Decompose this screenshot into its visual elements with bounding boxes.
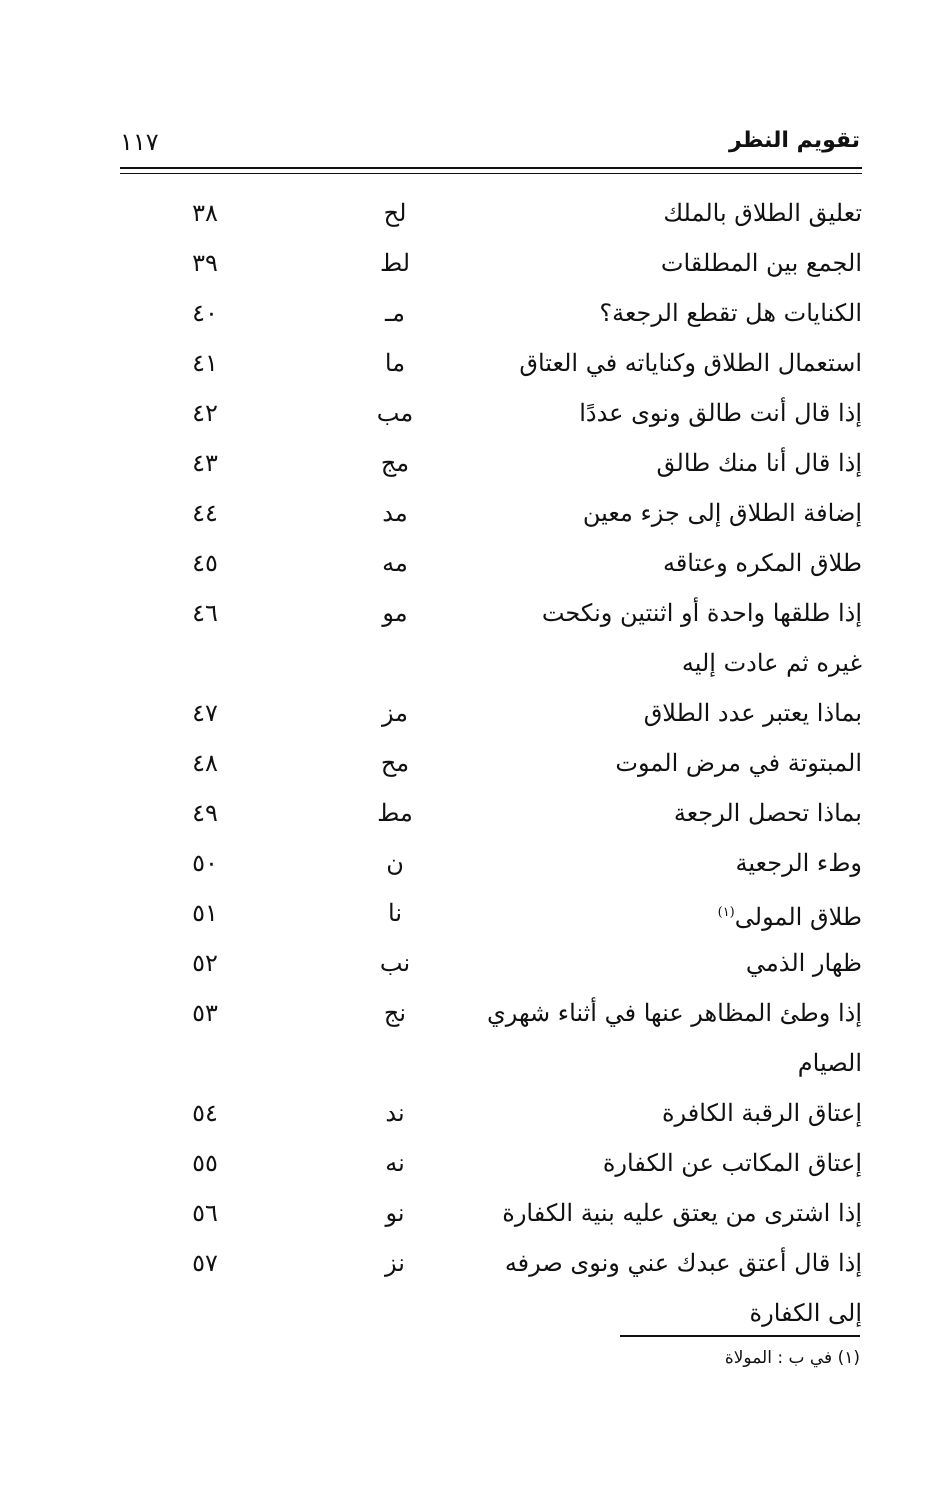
entry-number: ٣٨ bbox=[192, 199, 218, 227]
footnote-rule bbox=[620, 1335, 860, 1337]
index-row bbox=[120, 1038, 862, 1088]
entry-code: نا bbox=[388, 899, 402, 927]
index-row bbox=[120, 988, 862, 1038]
entry-number: ٤١ bbox=[192, 349, 218, 377]
entry-code: مو bbox=[382, 599, 408, 627]
entry-number: ٥٦ bbox=[192, 1199, 218, 1227]
entry-code: ما bbox=[384, 349, 406, 377]
index-row bbox=[120, 588, 862, 638]
index-row bbox=[120, 188, 862, 238]
entry-code: نز bbox=[385, 1249, 405, 1277]
entry-code: نو bbox=[385, 1199, 405, 1227]
entry-title: إلى الكفارة bbox=[749, 1299, 862, 1327]
index-row bbox=[120, 1238, 862, 1288]
entry-number: ٥١ bbox=[192, 899, 218, 927]
entry-title: بماذا تحصل الرجعة bbox=[673, 799, 862, 827]
entry-title: الكنايات هل تقطع الرجعة؟ bbox=[599, 299, 862, 327]
index-row bbox=[120, 938, 862, 988]
entry-title: إذا قال أعتق عبدك عني ونوى صرفه bbox=[504, 1249, 862, 1277]
entry-code: مد bbox=[382, 499, 408, 527]
index-row bbox=[120, 438, 862, 488]
index-row bbox=[120, 288, 862, 338]
index-row bbox=[120, 338, 862, 388]
index-row bbox=[120, 1188, 862, 1238]
entry-title: إذا وطئ المظاهر عنها في أثناء شهري bbox=[486, 999, 862, 1027]
entry-code: ن bbox=[386, 849, 404, 877]
entry-number: ٥٣ bbox=[192, 999, 218, 1027]
index-row bbox=[120, 688, 862, 738]
entry-number: ٥٥ bbox=[192, 1149, 218, 1177]
entry-title: إعتاق الرقبة الكافرة bbox=[661, 1099, 862, 1127]
entry-code: مه bbox=[382, 549, 408, 577]
entry-title: غيره ثم عادت إليه bbox=[681, 649, 862, 677]
page-header bbox=[120, 128, 860, 164]
index-row bbox=[120, 838, 862, 888]
entry-number: ٤٥ bbox=[192, 549, 218, 577]
entry-title: طلاق المكره وعتاقه bbox=[662, 549, 862, 577]
entry-number: ٤٨ bbox=[192, 749, 218, 777]
entry-number: ٤٩ bbox=[192, 799, 218, 827]
index-row bbox=[120, 238, 862, 288]
entry-number: ٤٤ bbox=[192, 499, 218, 527]
entry-code: لط bbox=[379, 249, 411, 277]
page-number: ١١٧ bbox=[120, 128, 159, 156]
entry-number: ٥٠ bbox=[192, 849, 218, 877]
entry-code: نب bbox=[379, 949, 411, 977]
index-row bbox=[120, 388, 862, 438]
entry-title: إضافة الطلاق إلى جزء معين bbox=[582, 499, 862, 527]
entry-title: إذا قال أنا منك طالق bbox=[656, 449, 862, 477]
index-row bbox=[120, 788, 862, 838]
index-row bbox=[120, 1088, 862, 1138]
header-rule-thin bbox=[120, 173, 862, 174]
entry-title: المبتوتة في مرض الموت bbox=[615, 749, 862, 777]
entry-code: نه bbox=[385, 1149, 405, 1177]
entry-number: ٤٧ bbox=[192, 699, 218, 727]
entry-code: لح bbox=[383, 199, 407, 227]
entry-title: إذا اشترى من يعتق عليه بنية الكفارة bbox=[502, 1199, 862, 1227]
entry-title: طلاق المولى$^{(١)}$ bbox=[717, 903, 862, 931]
entry-code: نج bbox=[383, 999, 407, 1027]
entry-number: ٤٠ bbox=[192, 299, 218, 327]
header-rule bbox=[120, 167, 862, 169]
entry-code: مط bbox=[377, 799, 413, 827]
entry-number: ٥٢ bbox=[192, 949, 218, 977]
entry-title: الصيام bbox=[797, 1049, 862, 1077]
entry-number: ٥٤ bbox=[192, 1099, 218, 1127]
running-title: تقويم النظر bbox=[729, 128, 860, 153]
entry-number: ٤٣ bbox=[192, 449, 218, 477]
footnote: (١) في ب : المولاة bbox=[724, 1348, 860, 1368]
entry-number: ٣٩ bbox=[192, 249, 218, 277]
entry-title: ظهار الذمي bbox=[745, 949, 862, 977]
index-row bbox=[120, 738, 862, 788]
entry-number: ٥٧ bbox=[192, 1249, 218, 1277]
entry-code: مح bbox=[380, 749, 410, 777]
index-row bbox=[120, 488, 862, 538]
index-table bbox=[120, 188, 862, 1338]
entry-title: بماذا يعتبر عدد الطلاق bbox=[643, 699, 862, 727]
entry-title: الجمع بين المطلقات bbox=[660, 249, 862, 277]
index-row bbox=[120, 638, 862, 688]
footnote-ref: (١) bbox=[717, 905, 735, 920]
index-row bbox=[120, 1288, 862, 1338]
entry-code: مب bbox=[376, 399, 414, 427]
entry-code: مز bbox=[381, 699, 409, 727]
entry-code: ند bbox=[385, 1099, 405, 1127]
entry-number: ٤٦ bbox=[192, 599, 218, 627]
index-row bbox=[120, 538, 862, 588]
entry-title: استعمال الطلاق وكناياته في العتاق bbox=[519, 349, 862, 377]
entry-number: ٤٢ bbox=[192, 399, 218, 427]
entry-title: إذا قال أنت طالق ونوى عددًا bbox=[579, 399, 862, 427]
entry-title: تعليق الطلاق بالملك bbox=[663, 199, 862, 227]
entry-code: مـ bbox=[385, 299, 405, 327]
entry-code: مج bbox=[380, 449, 410, 477]
index-row bbox=[120, 888, 862, 938]
index-row bbox=[120, 1138, 862, 1188]
entry-title: وطء الرجعية bbox=[735, 849, 862, 877]
entry-title: إعتاق المكاتب عن الكفارة bbox=[602, 1149, 862, 1177]
entry-title: إذا طلقها واحدة أو اثنتين ونكحت bbox=[541, 599, 862, 627]
